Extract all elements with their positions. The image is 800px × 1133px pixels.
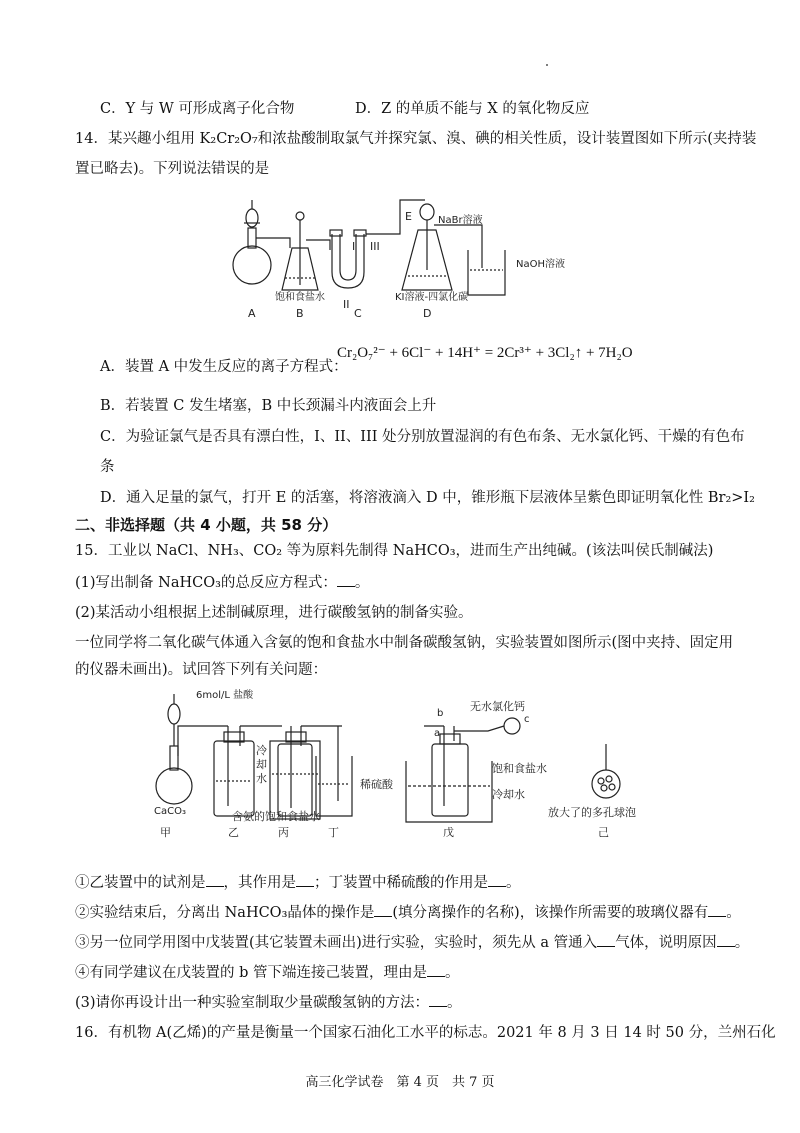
- q15-part3: (3)请你再设计出一种实验室制取少量碳酸氢钠的方法： 。: [75, 992, 462, 1013]
- q15-stem: 15．工业以 NaCl、NH₃、CO₂ 等为原料先制得 NaHCO₃，进而生产出纯碱。(该法叫侯氏制碱法): [75, 543, 714, 559]
- roman-label-3: III: [370, 240, 380, 253]
- tube-c-label: c: [524, 714, 530, 725]
- q14-apparatus-figure: [230, 190, 570, 325]
- cooling-water-label: 冷却水: [492, 788, 525, 801]
- answer-blank[interactable]: [337, 572, 355, 587]
- q14-stem-line1: 14．某兴趣小组用 K₂Cr₂O₇和浓盐酸制取氯气并探究氯、溴、碘的相关性质，设计装置图如下所示(夹持装: [75, 131, 757, 147]
- cooling-label-3: 水: [256, 772, 267, 785]
- naoh-label: NaOH溶液: [516, 259, 565, 270]
- porous-bulb-label: 放大了的多孔球泡: [548, 806, 636, 819]
- q14-option-c-line2: 条: [100, 459, 115, 475]
- q15-sub4: ④有同学建议在戊装置的 b 管下端连接己装置，理由是 。: [75, 962, 460, 983]
- q15-sub1: ①乙装置中的试剂是 ，其作用是 ；丁装置中稀硫酸的作用是 。: [75, 872, 521, 893]
- q13-option-d: D．Z 的单质不能与 X 的氧化物反应: [355, 101, 590, 117]
- q14-option-b: B．若装置 C 发生堵塞，B 中长颈漏斗内液面会上升: [100, 398, 437, 414]
- tube-b-label: b: [437, 708, 444, 719]
- saturated-brine-label-2: 饱和食盐水: [492, 762, 547, 775]
- saturated-brine-label: 饱和食盐水: [275, 292, 325, 303]
- answer-blank[interactable]: [597, 932, 615, 947]
- tube-a-label: a: [434, 728, 441, 739]
- caco3-label: CaCO₃: [154, 806, 186, 817]
- q15-part1: (1)写出制备 NaHCO₃的总反应方程式： 。: [75, 572, 369, 593]
- anhydrous-cacl2-label: 无水氯化钙: [470, 700, 525, 713]
- q15-sub3: ③另一位同学用图中戊装置(其它装置未画出)进行实验，实验时，须先从 a 管通入 气体，说明原因 。: [75, 932, 749, 953]
- cooling-label-2: 却: [256, 758, 267, 771]
- scan-speck: [546, 64, 548, 66]
- answer-blank[interactable]: [488, 872, 506, 887]
- apparatus-bing-label: 丙: [278, 826, 289, 839]
- q15-apparatus-figure: [148, 686, 678, 841]
- roman-label-2: II: [343, 298, 350, 311]
- q15-sub2: ②实验结束后，分离出 NaHCO₃晶体的操作是 (填分离操作的名称)，该操作所需要的玻璃仪器有 。: [75, 902, 741, 923]
- apparatus-d-label: D: [423, 307, 432, 320]
- answer-blank[interactable]: [206, 872, 224, 887]
- roman-label-1: I: [352, 240, 356, 253]
- answer-blank[interactable]: [427, 962, 445, 977]
- hcl-label: 6mol/L 盐酸: [196, 690, 254, 701]
- answer-blank[interactable]: [429, 992, 447, 1007]
- q14-option-d: D．通入足量的氯气，打开 E 的活塞，将溶液滴入 D 中，锥形瓶下层液体呈紫色即证明氧化性 Br₂>I₂: [100, 490, 755, 506]
- apparatus-jia-label: 甲: [160, 826, 171, 839]
- section-2-heading: 二、非选择题（共 4 小题，共 58 分）: [75, 516, 338, 534]
- apparatus-yi-label: 乙: [228, 826, 239, 839]
- nabr-label: NaBr溶液: [438, 215, 483, 226]
- valve-e-label: E: [405, 210, 412, 223]
- ki-ccl4-label: KI溶液-四氯化碳: [395, 292, 469, 303]
- ammonia-brine-label: 含氨的饱和食盐水: [232, 810, 320, 823]
- apparatus-c-label: C: [354, 307, 362, 320]
- q13-option-c: C．Y 与 W 可形成离子化合物: [100, 101, 295, 117]
- answer-blank[interactable]: [717, 932, 735, 947]
- q15-part2: (2)某活动小组根据上述制碱原理，进行碳酸氢钠的制备实验。: [75, 605, 473, 621]
- q15-part2-desc1: 一位同学将二氧化碳气体通入含氨的饱和食盐水中制备碳酸氢钠，实验装置如图所示(图中夹持、固定用: [75, 635, 734, 651]
- apparatus-ding-label: 丁: [328, 826, 339, 839]
- q15-part2-desc2: 的仪器未画出)。试回答下列有关问题：: [75, 662, 328, 678]
- q14-option-a-formula: Cr₂O₇²⁻ + 6Cl⁻ + 14H⁺ = 2Cr³⁺ + 3Cl₂↑ + 7H₂O: [337, 345, 633, 361]
- apparatus-b-label: B: [296, 307, 304, 320]
- q14-option-c-line1: C．为验证氯气是否具有漂白性，I、II、III 处分别放置湿润的有色布条、无水氯化钙、干燥的有色布: [100, 429, 745, 445]
- cooling-label-1: 冷: [256, 744, 267, 757]
- q14-stem-line2: 置已略去)。下列说法错误的是: [75, 161, 270, 177]
- q14-option-a-prefix: A．装置 A 中发生反应的离子方程式：: [100, 359, 348, 375]
- answer-blank[interactable]: [374, 902, 392, 917]
- page-footer: 高三化学试卷 第 4 页 共 7 页: [305, 1075, 495, 1090]
- apparatus-a-label: A: [248, 307, 256, 320]
- answer-blank[interactable]: [708, 902, 726, 917]
- dilute-h2so4-label: 稀硫酸: [360, 778, 393, 791]
- answer-blank[interactable]: [296, 872, 314, 887]
- apparatus-ji-label: 己: [598, 826, 609, 839]
- q16-stem: 16．有机物 A(乙烯)的产量是衡量一个国家石油化工水平的标志。2021 年 8 月 3 日 14 时 50 分，兰州石化: [75, 1025, 776, 1041]
- apparatus-wu-label: 戊: [443, 826, 454, 839]
